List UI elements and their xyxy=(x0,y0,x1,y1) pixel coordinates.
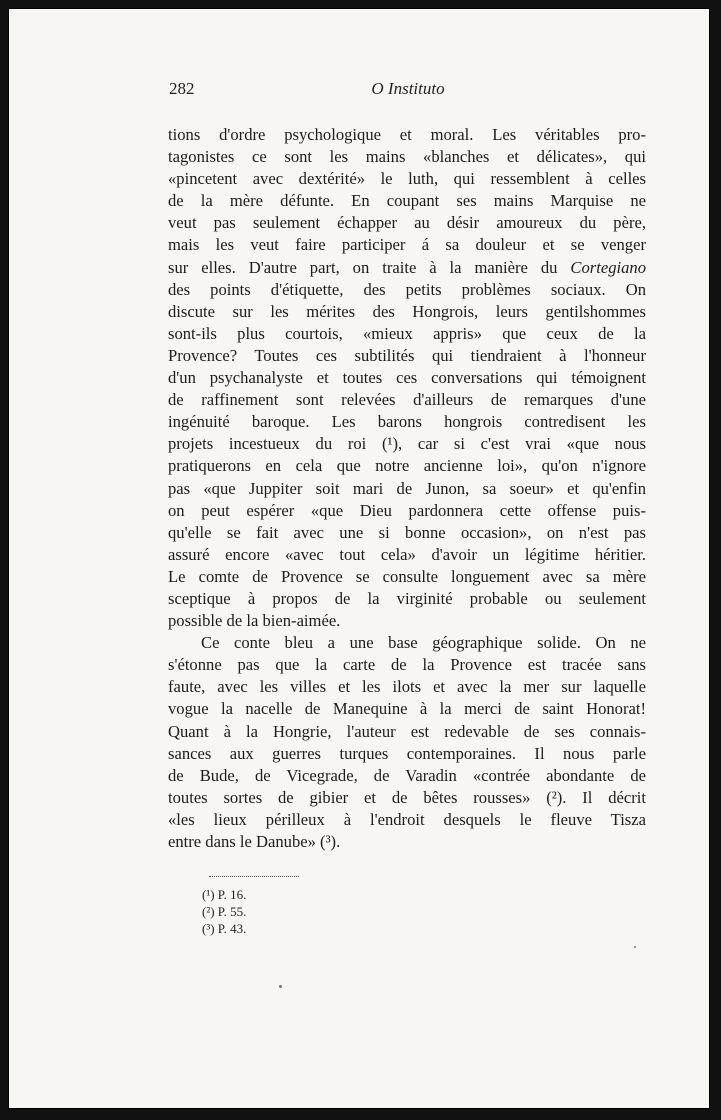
text-line: entre dans le Danube» (³). xyxy=(168,832,341,851)
footnote: (²) P. 55. xyxy=(202,904,247,919)
text-line: de raffinement sont relevées d'ailleurs de remarques d'une xyxy=(168,390,646,410)
text-line: tions d'ordre psychologique et moral. Les véritables pro- xyxy=(168,125,646,144)
text-line: Le comte de Provence se consulte longuement avec sa mère xyxy=(168,566,646,586)
text-line: mais les veut faire participer á sa douleur et se venger xyxy=(168,235,646,255)
text-line: veut pas seulement échapper au désir amoureux du père, xyxy=(168,213,646,233)
text-line: Ce conte bleu a une base géographique solide. On ne xyxy=(201,633,646,653)
footnote-divider xyxy=(209,876,299,877)
scan-speck xyxy=(279,985,282,988)
text-line: s'étonne pas que la carte de la Provence est tracée sans xyxy=(168,655,646,675)
footnote: (¹) P. 16. xyxy=(202,887,247,902)
text-line: de la mère défunte. En coupant ses mains Marquise ne xyxy=(168,191,646,211)
footnote: (³) P. 43. xyxy=(202,921,247,936)
text-line: de Bude, de Vicegrade, de Varadin «contrée abondante de xyxy=(168,765,646,785)
text-line: projets incestueux du roi (¹), car si c'est vrai «que nous xyxy=(168,434,646,454)
text-line: sceptique à propos de la virginité probable ou seulement xyxy=(168,588,646,608)
text-line: pratiquerons en cela que notre ancienne loi», qu'on n'ignore xyxy=(168,456,646,476)
text-line: Quant à la Hongrie, l'auteur est redevable de ses connais- xyxy=(168,721,646,741)
text-line: des points d'étiquette, des petits problèmes sociaux. On xyxy=(168,279,646,299)
text-line: possible de la bien-aimée. xyxy=(168,611,341,631)
text-line: «pincetent avec dextérité» le luth, qui ressemblent à celles xyxy=(168,169,646,189)
running-title: O Instituto xyxy=(371,79,445,98)
scan-speck xyxy=(634,946,636,948)
page-number: 282 xyxy=(169,79,195,98)
text-line: on peut espérer «que Dieu pardonnera cette offense puis- xyxy=(168,500,646,520)
text-line: sances aux guerres turques contemporaines. Il nous parle xyxy=(168,743,646,763)
text-line: discute sur les mérites des Hongrois, leurs gentilshommes xyxy=(168,301,646,321)
text-line: vogue la nacelle de Manequine à la merci de saint Honorat! xyxy=(168,699,646,719)
text-line: assuré encore «avec tout cela» d'avoir un légitime héritier. xyxy=(168,544,646,564)
text-line: ingénuité baroque. Les barons hongrois contredisent les xyxy=(168,412,646,432)
body-text xyxy=(168,124,646,853)
text-line: faute, avec les villes et les ilots et avec la mer sur laquelle xyxy=(168,677,646,697)
italic-title: Cortegiano xyxy=(570,257,646,277)
text-line: sont-ils plus courtois, «mieux appris» que ceux de la xyxy=(168,323,646,343)
document-page xyxy=(8,8,710,1109)
text-line-with-italic xyxy=(168,257,646,279)
text-segment: sur elles. D'autre part, on traite à la manière du xyxy=(168,257,571,277)
footnotes xyxy=(202,886,246,937)
text-line: qu'elle se fait avec une si bonne occasion», on n'est pas xyxy=(168,522,646,542)
text-line: toutes sortes de gibier et de bêtes rousses» (²). Il décrit xyxy=(168,787,646,807)
text-line: d'un psychanalyste et toutes ces conversations qui témoignent xyxy=(168,368,646,388)
text-line: tagonistes ce sont les mains «blanches et délicates», qui xyxy=(168,147,646,167)
text-line: «les lieux périlleux à l'endroit desquels le fleuve Tisza xyxy=(168,809,646,829)
text-line: Provence? Toutes ces subtilités qui tiendraient à l'honneur xyxy=(168,345,646,365)
text-line: pas «que Juppiter soit mari de Junon, sa soeur» et qu'enfin xyxy=(168,478,646,498)
